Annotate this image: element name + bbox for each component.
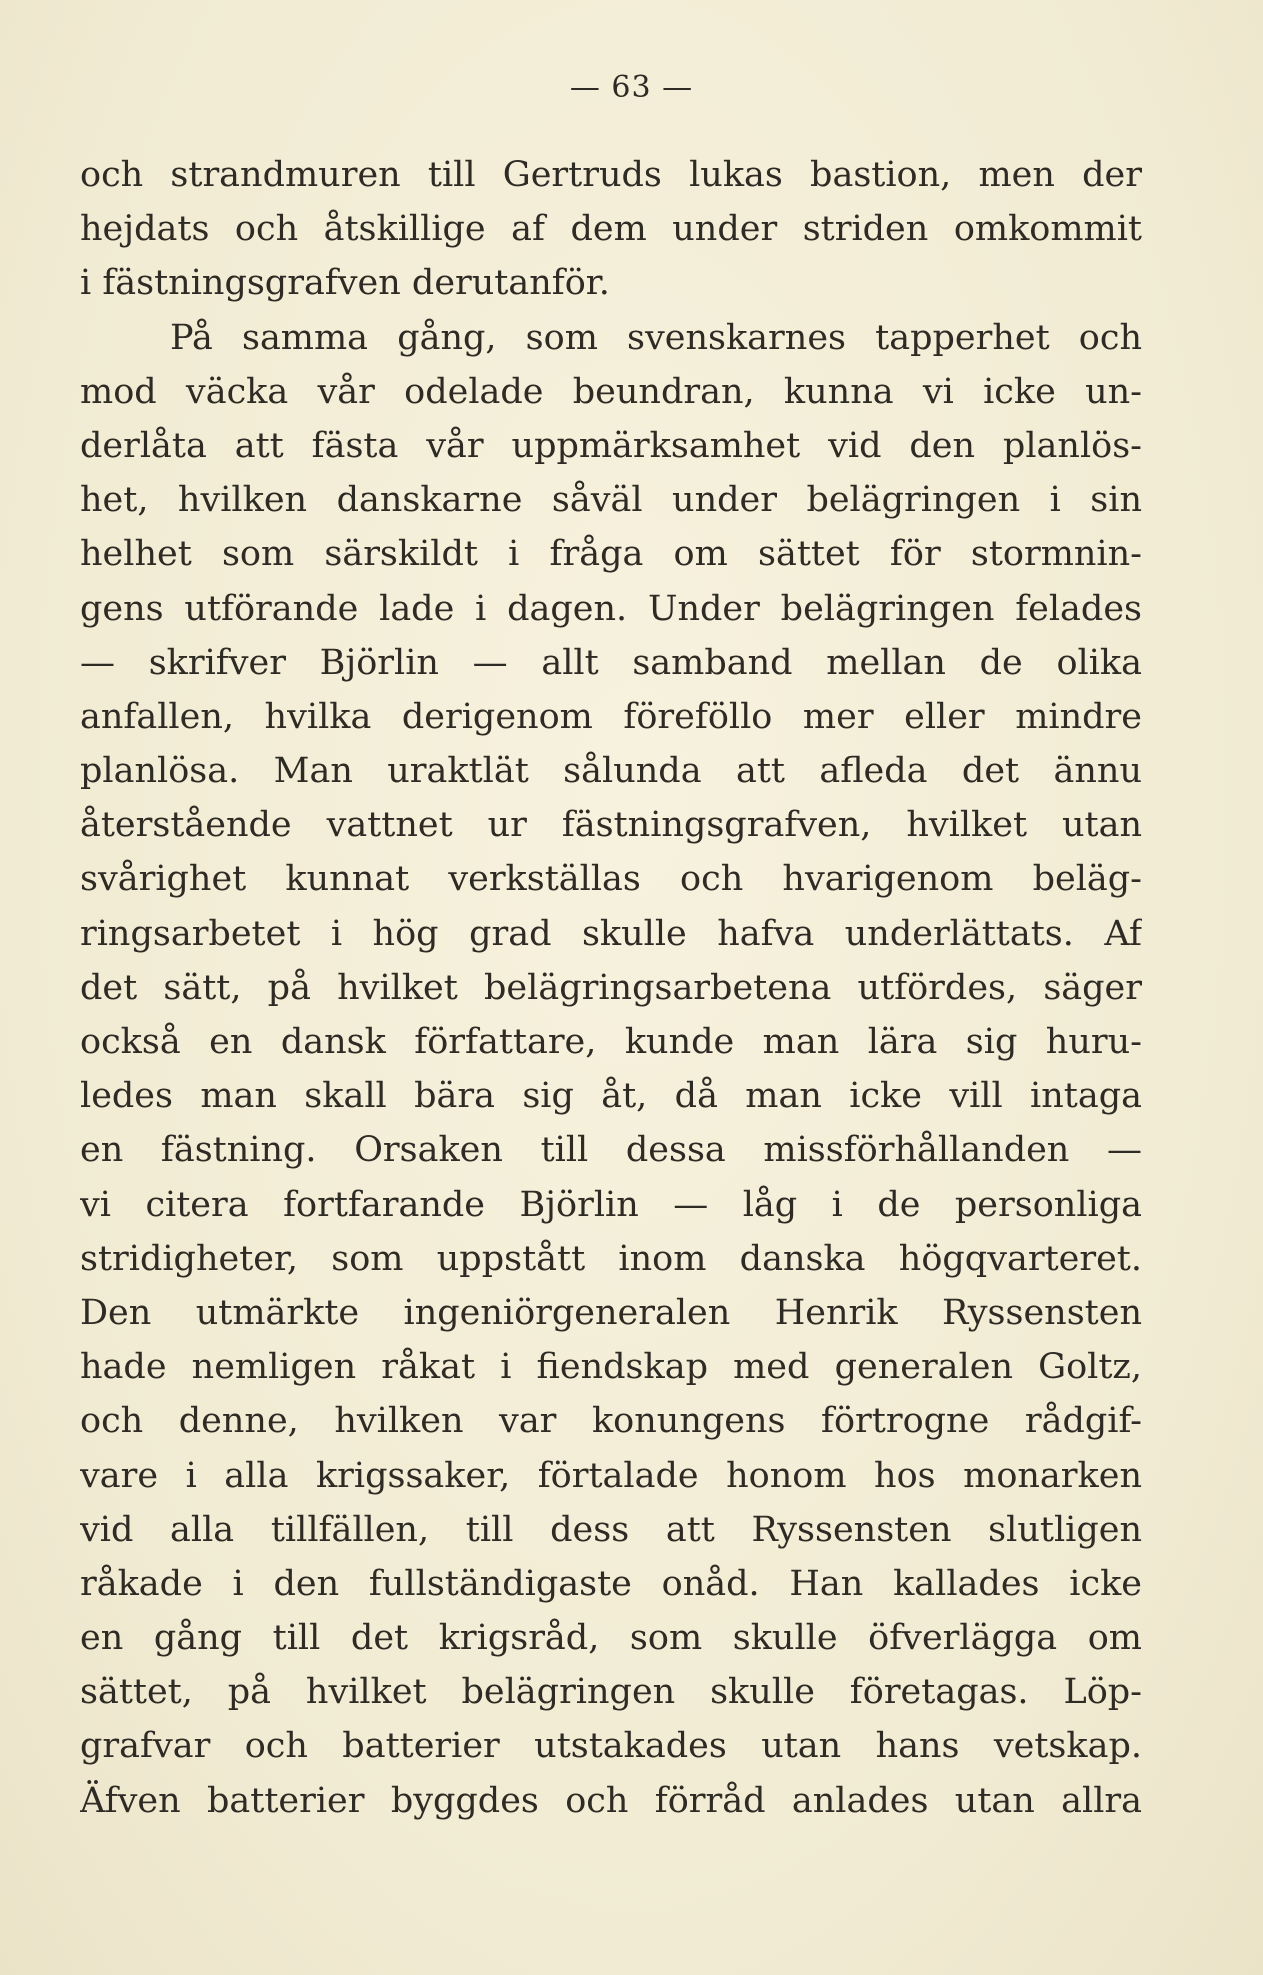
text-line: — skrifver Björlin — allt samband mellan de olika <box>80 642 1142 683</box>
text-line: ringsarbetet i hög grad skulle hafva underlättats. Af <box>80 913 1142 954</box>
text-line: På samma gång, som svenskarnes tapperhet och <box>170 317 1142 358</box>
text-line: vare i alla krigssaker, förtalade honom hos monarken <box>80 1455 1142 1496</box>
text-line: och denne, hvilken var konungens förtrogne rådgif- <box>80 1401 1142 1442</box>
text-line: anfallen, hvilka derigenom föreföllo mer eller mindre <box>80 696 1142 737</box>
body-text <box>80 148 1142 1828</box>
text-line: Den utmärkte ingeniörgeneralen Henrik Ryssensten <box>80 1292 1142 1333</box>
text-line: sättet, på hvilket belägringen skulle företagas. Löp- <box>80 1672 1142 1713</box>
text-line: en gång till det krigsråd, som skulle öfverlägga om <box>80 1618 1142 1659</box>
text-line: det sätt, på hvilket belägringsarbetena utfördes, säger <box>80 967 1142 1008</box>
text-line: också en dansk författare, kunde man lära sig huru- <box>80 1022 1142 1062</box>
text-line: vid alla tillfällen, till dess att Ryssensten slutligen <box>80 1509 1142 1550</box>
text-line: en fästning. Orsaken till dessa missförhållanden — <box>80 1130 1142 1171</box>
page-number: — 63 — <box>569 70 694 105</box>
text-line: stridigheter, som uppstått inom danska högqvarteret. <box>80 1238 1142 1279</box>
text-line: derlåta att fästa vår uppmärksamhet vid den planlös- <box>80 425 1142 466</box>
text-line: råkade i den fullständigaste onåd. Han kallades icke <box>80 1563 1142 1604</box>
text-line: planlösa. Man uraktlät sålunda att afleda det ännu <box>80 751 1142 792</box>
text-line: hejdats och åtskillige af dem under striden omkommit <box>80 209 1142 250</box>
text-line: återstående vattnet ur fästningsgrafven, hvilket utan <box>80 805 1142 846</box>
text-line: mod väcka vår odelade beundran, kunna vi icke un- <box>80 371 1142 412</box>
text-line: svårighet kunnat verkställas och hvarigenom beläg- <box>80 859 1142 900</box>
text-line: vi citera fortfarande Björlin — låg i de personliga <box>80 1184 1142 1225</box>
text-line: helhet som särskildt i fråga om sättet för stormnin- <box>80 534 1142 575</box>
text-line: hade nemligen råkat i fiendskap med generalen Goltz, <box>80 1347 1142 1388</box>
text-line: i fästningsgrafven derutanför. <box>80 263 610 304</box>
text-line: het, hvilken danskarne såväl under belägringen i sin <box>80 480 1142 521</box>
text-line: grafvar och batterier utstakades utan hans vetskap. <box>80 1726 1142 1767</box>
text-line: ledes man skall bära sig åt, då man icke vill intaga <box>80 1076 1142 1117</box>
text-line: Äfven batterier byggdes och förråd anlades utan allra <box>80 1780 1142 1821</box>
text-line: och strandmuren till Gertruds lukas bastion, men der <box>80 155 1142 195</box>
text-line: gens utförande lade i dagen. Under belägringen felades <box>80 588 1142 629</box>
